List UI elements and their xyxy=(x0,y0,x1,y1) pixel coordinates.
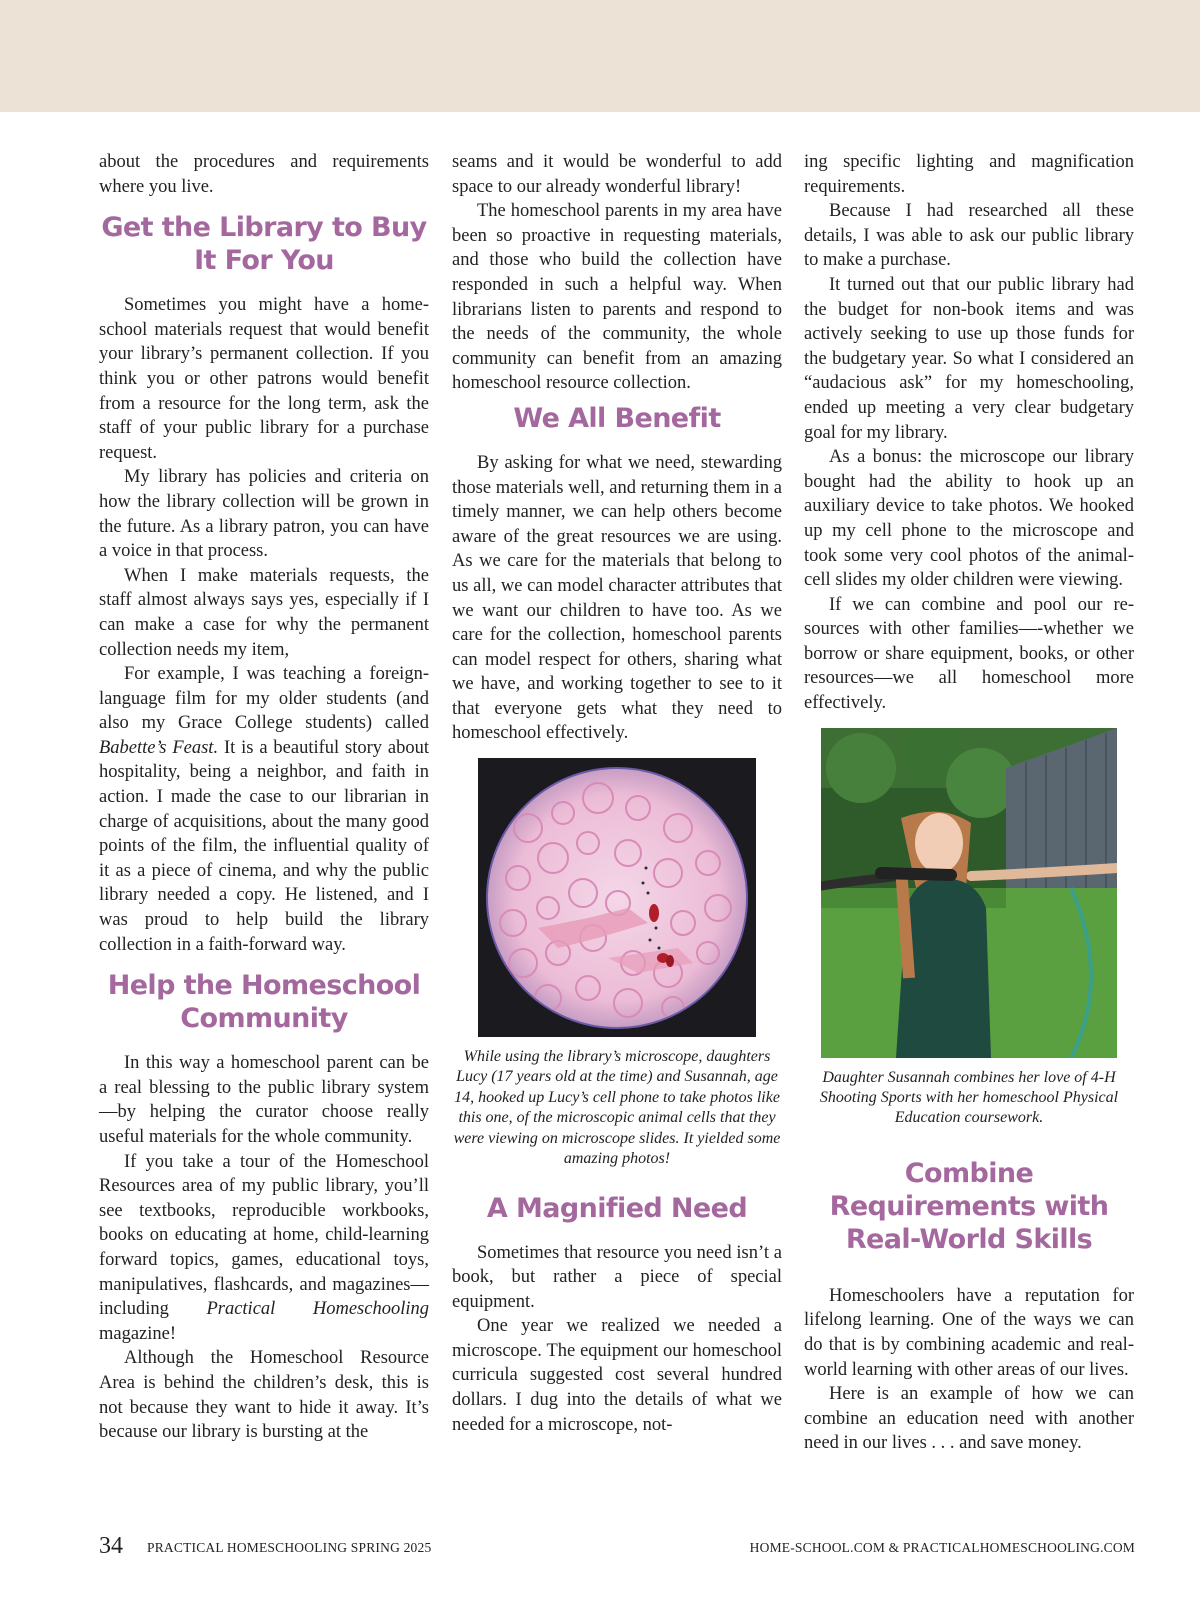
paragraph: The homeschool parents in my area have been so proactive in requesting materials, and those who build the collection have responded in such a helpful way. When librarians listen to parents and respond to the needs of the community, the whole community can benefit from an amazing homeschool resource collection. xyxy=(452,201,782,394)
paragraph: It turned out that our public library had the budget for non-book items and was actively seeking to use up those funds for the budgetary year. So what I considered an “audacious ask” for my homeschooling, ended up meeting a very clear budgetary goal for my library. xyxy=(804,274,1134,443)
page-footer xyxy=(99,1534,1135,1558)
text-run: If you take a tour of the Homeschool Resources area of my public library, you’ll see textbooks, reproducible workbooks, books on educating at home, child-learning forward topics, games, educational toys, manipulatives, flashcards, and magazines—including xyxy=(99,1151,429,1320)
column-2 xyxy=(452,150,782,1437)
text-run: For example, I was teaching a foreign-language film for my older students (and also my Grace College students) called xyxy=(99,664,429,734)
microscope-photo xyxy=(478,758,756,1037)
paragraph: Sometimes that resource you need isn’t a book, but rather a piece of special equipment. xyxy=(452,1242,782,1312)
paragraph: In this way a homeschool parent can be a real blessing to the public library system—by helping the curator choose really useful materials for the whole community. xyxy=(99,1053,429,1147)
paragraph: My library has policies and criteria on how the library collection will be grown in the future. As a library patron, you can have a voice in that process. xyxy=(99,467,429,562)
paragraph: seams and it would be wonderful to add space to our already wonderful library! xyxy=(452,152,782,197)
paragraph: about the procedures and requirements where you live. xyxy=(99,152,429,197)
photo-caption: While using the library’s microscope, daughters Lucy (17 years old at the time) and Susannah, age 14, hooked up Lucy’s cell phone to take photos like this one, of the microscopic animal cells that they were viewing on microscope slides. It yielded some amazing photos! xyxy=(453,1048,781,1168)
paragraph: When I make materials requests, the staff almost always says yes, especially if I can make a case for why the permanent collection needs my item, xyxy=(99,565,429,660)
page-number: 34 xyxy=(99,1533,123,1559)
film-title: Babette’s Feast. xyxy=(99,737,219,758)
header-band xyxy=(0,0,1200,112)
paragraph: By asking for what we need, stewarding those materials well, and returning them in a timely manner, we can help others become aware of the great resources we are using. As we care for the materials that belong to us all, we can model character attributes that we want our children to have too. As we care for the collection, homeschool parents can model respect for others, sharing what we have, and working together to see to it that everyone gets what they need to homeschool effectively. xyxy=(452,452,782,744)
publication-title: PRACTICAL HOMESCHOOLING SPRING 2025 xyxy=(147,1540,432,1555)
website-url: HOME-SCHOOL.COM & PRACTICALHOMESCHOOLING.COM xyxy=(749,1540,1135,1555)
paragraph: As a bonus: the microscope our library bought had the ability to hook up an auxiliary device to take photos. We hooked up my cell phone to the microscope and took some very cool photos of the animal-cell slides my older children were viewing. xyxy=(804,447,1134,591)
text-run: It is a beautiful story about hospitality, being a neighbor, and faith in action. I made the case to our librarian in charge of acquisitions, about the many good points of the film, the influential quality of it as a piece of cinema, and why the public library needed a copy. He listened, and I was proud to help build the library collection in a faith-forward way. xyxy=(99,737,429,955)
paragraph: Because I had researched all these details, I was able to ask our public library to make a purchase. xyxy=(804,201,1134,271)
column-1 xyxy=(99,150,429,1445)
paragraph: Sometimes you might have a homeschool materials request that would benefit your library’s permanent collection. If you think you or other patrons would benefit from a resource for the long term, ask the staff of your public library for a purchase request. xyxy=(99,295,429,463)
magazine-title: Practical Homeschooling xyxy=(206,1299,429,1320)
section-heading: Get the Library to Buy It For You xyxy=(101,212,427,277)
paragraph: Here is an example of how we can combine an education need with another need in our lives . . . and save money. xyxy=(804,1384,1134,1454)
paragraph xyxy=(99,1150,429,1347)
paragraph xyxy=(99,662,429,957)
paragraph: One year we realized we needed a microscope. The equipment our homeschool curricula suggested cost several hundred dollars. I dug into the details of what we needed for a microscope, not- xyxy=(452,1316,782,1435)
paragraph: Although the Homeschool Resource Area is behind the children’s desk, this is not because they want to hide it away. It’s because our library is bursting at the xyxy=(99,1348,429,1443)
section-heading: A Magnified Need xyxy=(486,1192,748,1224)
photo-caption: Daughter Susannah combines her love of 4-H Shooting Sports with her homeschool Physical Education coursework. xyxy=(819,1068,1119,1127)
section-heading: We All Benefit xyxy=(513,402,721,434)
column-3 xyxy=(804,150,1134,1456)
paragraph: ing specific lighting and magnification requirements. xyxy=(804,152,1134,197)
text-run: magazine! xyxy=(99,1323,177,1344)
section-heading: Combine Requirements with Real-World Skills xyxy=(829,1157,1109,1255)
paragraph: If we can combine and pool our resources with other families—-whether we borrow or share equipment, books, or other resources—we all homeschool more effectively. xyxy=(804,594,1134,714)
paragraph: Homeschoolers have a reputation for lifelong learning. One of the ways we can do that is by combining academic and real-world learning with other areas of our lives. xyxy=(804,1285,1134,1380)
archery-photo xyxy=(821,728,1117,1058)
section-heading: Help the Homeschool Community xyxy=(107,970,421,1035)
